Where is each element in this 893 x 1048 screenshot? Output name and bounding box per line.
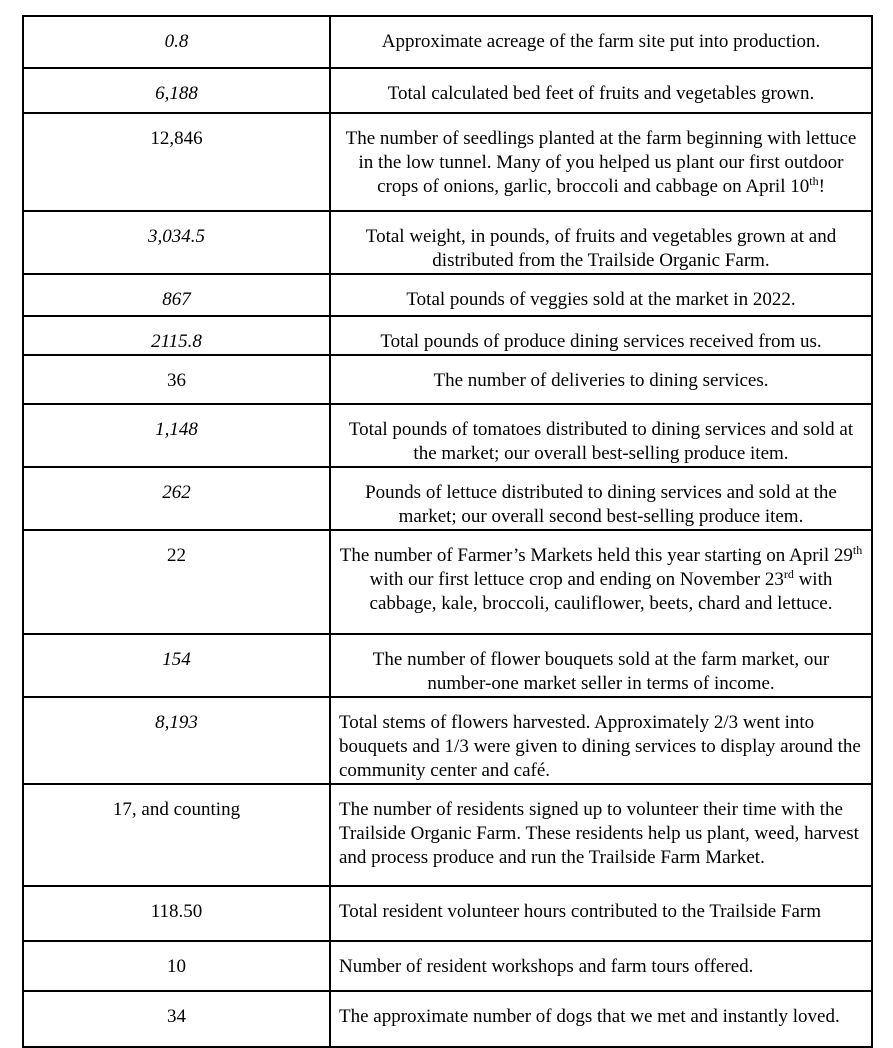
stat-value: 0.8 (23, 16, 330, 68)
stat-value: 2115.8 (23, 316, 330, 355)
stat-value: 867 (23, 274, 330, 316)
stat-value: 262 (23, 467, 330, 530)
table-row (23, 16, 872, 68)
stat-description (330, 355, 872, 404)
stat-description (330, 530, 872, 634)
stat-description (330, 316, 872, 355)
description-text: Number of resident workshops and farm tours offered. (339, 956, 754, 977)
description-text: with our first lettuce crop and ending on November 23 (369, 569, 784, 590)
stat-value: 8,193 (23, 697, 330, 784)
table-row (23, 467, 872, 530)
description-text: The number of flower bouquets sold at the farm market, our number-one market seller in terms of income. (372, 649, 830, 694)
stat-description (330, 68, 872, 113)
table-row (23, 68, 872, 113)
description-text: Total pounds of produce dining services received from us. (380, 331, 822, 352)
table-row (23, 941, 872, 991)
description-text: Total resident volunteer hours contributed to the Trailside Farm (339, 901, 822, 922)
description-text: The number of seedlings planted at the farm beginning with lettuce in the low tunnel. Many of you helped us plant our first outdoor crops of onions, garlic, broccoli and cabbage on April 10 (345, 128, 857, 197)
stat-description (330, 16, 872, 68)
description-text: with cabbage, kale, broccoli, cauliflower, beets, chard and lettuce. (369, 569, 833, 614)
stat-description (330, 697, 872, 784)
table-row (23, 886, 872, 941)
stat-description (330, 113, 872, 211)
stat-description (330, 886, 872, 941)
farm-statistics-body (23, 16, 872, 1047)
table-row (23, 404, 872, 467)
table-row (23, 355, 872, 404)
description-text: Total pounds of veggies sold at the market in 2022. (406, 289, 796, 310)
stat-description (330, 634, 872, 697)
stat-value: 118.50 (23, 886, 330, 941)
description-text: Total pounds of tomatoes distributed to dining services and sold at the market; our overall best-selling produce item. (348, 419, 854, 464)
farm-statistics-table (22, 15, 873, 1048)
description-text: The number of Farmer’s Markets held this year starting on April 29 (339, 545, 853, 566)
table-row (23, 784, 872, 886)
description-text: Pounds of lettuce distributed to dining services and sold at the market; our overall second best-selling produce item. (365, 482, 837, 527)
description-text: Approximate acreage of the farm site put into production. (381, 31, 821, 52)
stat-value: 1,148 (23, 404, 330, 467)
description-text: Total calculated bed feet of fruits and vegetables grown. (387, 83, 815, 104)
stat-value: 22 (23, 530, 330, 634)
stat-value: 34 (23, 991, 330, 1047)
stat-value: 36 (23, 355, 330, 404)
stat-description (330, 404, 872, 467)
table-row (23, 211, 872, 274)
stat-description (330, 467, 872, 530)
table-row (23, 530, 872, 634)
stat-description (330, 211, 872, 274)
superscript-text: rd (783, 567, 794, 581)
description-text: Total stems of flowers harvested. Approximately 2/3 went into bouquets and 1/3 were given to dining services to display around the community center and café. (339, 712, 861, 781)
table-row (23, 634, 872, 697)
table-row (23, 113, 872, 211)
stat-value: 10 (23, 941, 330, 991)
description-text: Total weight, in pounds, of fruits and vegetables grown at and distributed from the Trailside Organic Farm. (365, 226, 837, 271)
stat-description (330, 784, 872, 886)
table-row (23, 316, 872, 355)
stat-value: 12,846 (23, 113, 330, 211)
description-text: ! (818, 176, 825, 197)
table-row (23, 697, 872, 784)
stat-value: 154 (23, 634, 330, 697)
stat-description (330, 991, 872, 1047)
table-row (23, 991, 872, 1047)
stat-value: 17, and counting (23, 784, 330, 886)
superscript-text: th (852, 543, 863, 557)
description-text: The approximate number of dogs that we met and instantly loved. (339, 1006, 840, 1027)
stat-description (330, 274, 872, 316)
stat-value: 6,188 (23, 68, 330, 113)
table-row (23, 274, 872, 316)
description-text: The number of residents signed up to volunteer their time with the Trailside Organic Farm. These residents help us plant, weed, harvest and process produce and run the Trailside Farm Market. (339, 799, 859, 868)
superscript-text: th (809, 174, 819, 188)
stat-value: 3,034.5 (23, 211, 330, 274)
stat-description (330, 941, 872, 991)
description-text: The number of deliveries to dining services. (433, 370, 769, 391)
